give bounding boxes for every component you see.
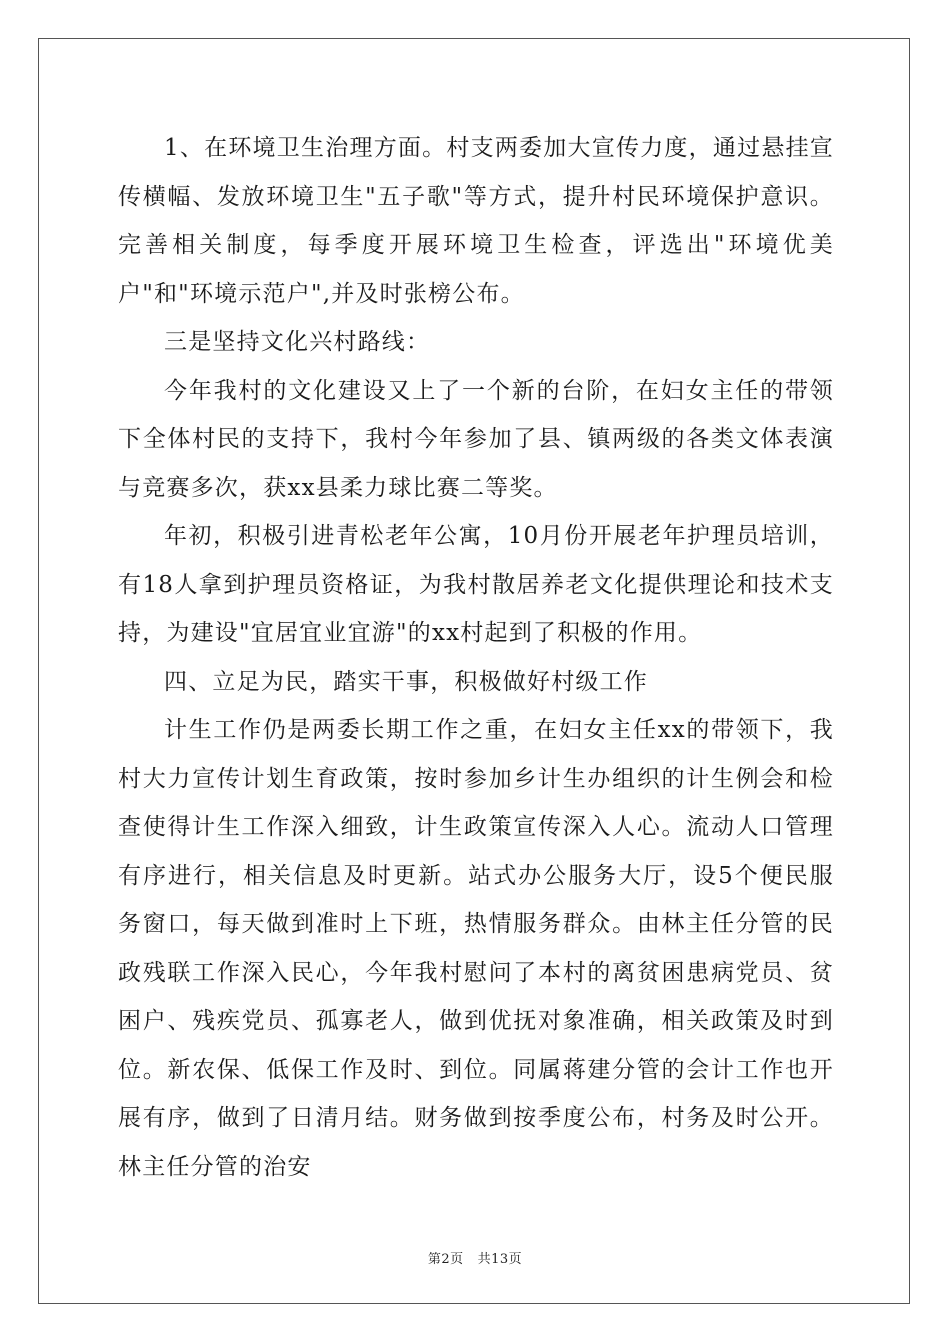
paragraph-elderly-care: 年初，积极引进青松老年公寓，10月份开展老年护理员培训，有18人拿到护理员资格证，为我村散居养老文化提供理论和技术支持，为建设"宜居宜业宜游"的xx村起到了积极的作用。 (118, 523, 834, 646)
heading-culture: 三是坚持文化兴村路线： (164, 329, 431, 355)
page-number: 第2页 (427, 1252, 464, 1267)
document-body (118, 124, 834, 1191)
paragraph-family-planning: 计生工作仍是两委长期工作之重，在妇女主任xx的带领下，我村大力宣传计划生育政策，按时参加乡计生办组织的计生例会和检查使得计生工作深入细致，计生政策宣传深入人心。流动人口管理有序进行，相关信息及时更新。站式办公服务大厅，设5个便民服务窗口，每天做到准时上下班，热情服务群众。由林主任分管的民政残联工作深入民心，今年我村慰问了本村的离贫困患病党员、贫困户、残疾党员、孤寡老人，做到优抚对象准确，相关政策及时到位。新农保、低保工作及时、到位。同属蒋建分管的会计工作也开展有序，做到了日清月结。财务做到按季度公布，村务及时公开。林主任分管的治安 (118, 717, 834, 1180)
paragraph-environment: 1、在环境卫生治理方面。村支两委加大宣传力度，通过悬挂宣传横幅、发放环境卫生"五子歌"等方式，提升村民环境保护意识。完善相关制度，每季度开展环境卫生检查，评选出"环境优美户"和"环境示范户",并及时张榜公布。 (118, 135, 834, 307)
page-footer (0, 1248, 950, 1267)
page-total: 共13页 (477, 1252, 523, 1267)
paragraph-culture: 今年我村的文化建设又上了一个新的台阶，在妇女主任的带领下全体村民的支持下，我村今年参加了县、镇两级的各类文体表演与竞赛多次，获xx县柔力球比赛二等奖。 (118, 377, 834, 501)
heading-village-work: 四、立足为民，踏实干事，积极做好村级工作 (164, 668, 648, 695)
